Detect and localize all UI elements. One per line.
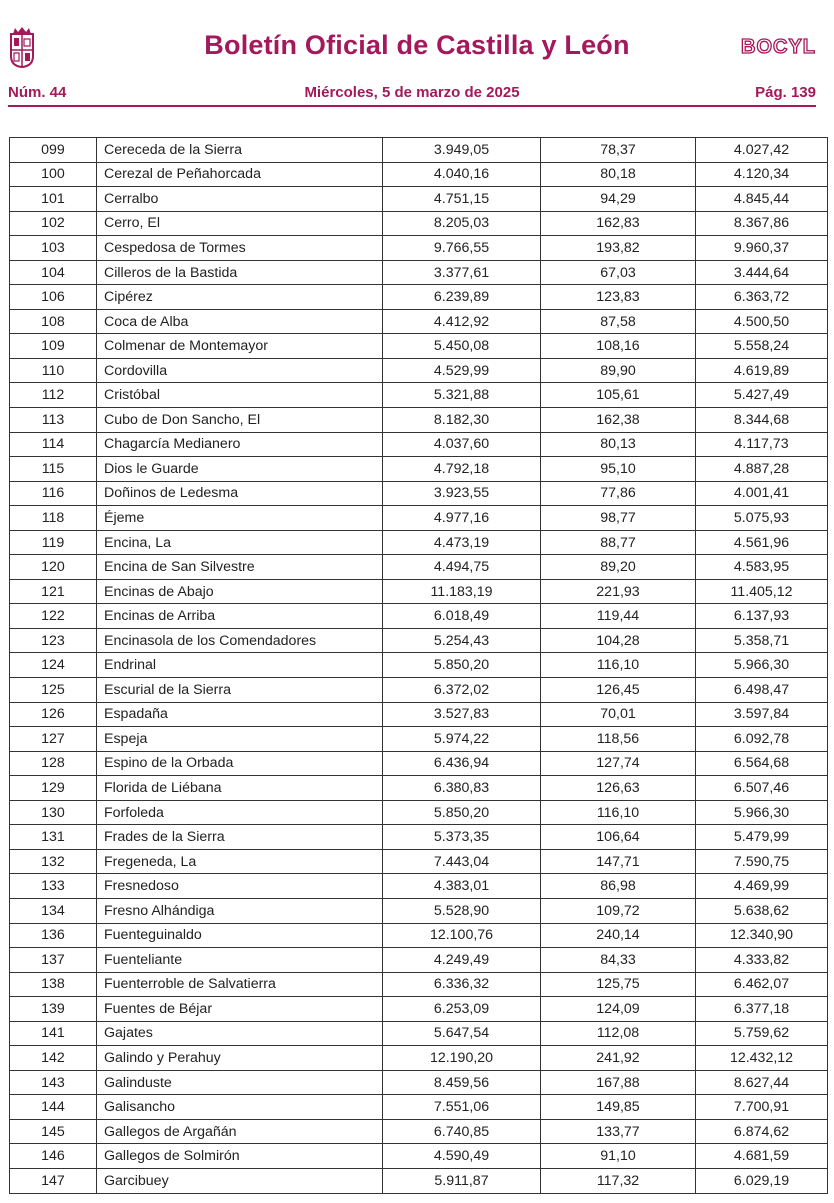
row-value-1: 7.443,04 bbox=[383, 849, 541, 874]
row-code: 143 bbox=[10, 1070, 97, 1095]
row-code: 128 bbox=[10, 751, 97, 776]
table-row bbox=[10, 874, 828, 899]
table-row bbox=[10, 309, 828, 334]
row-code: 129 bbox=[10, 776, 97, 801]
row-municipality: Chagarcía Medianero bbox=[97, 432, 383, 457]
row-total: 4.500,50 bbox=[696, 309, 828, 334]
row-municipality: Espeja bbox=[97, 727, 383, 752]
row-value-1: 6.436,94 bbox=[383, 751, 541, 776]
row-value-2: 86,98 bbox=[541, 874, 696, 899]
row-total: 4.887,28 bbox=[696, 457, 828, 482]
row-municipality: Coca de Alba bbox=[97, 309, 383, 334]
row-code: 131 bbox=[10, 825, 97, 850]
row-total: 8.344,68 bbox=[696, 408, 828, 433]
row-value-2: 162,38 bbox=[541, 408, 696, 433]
row-municipality: Cipérez bbox=[97, 285, 383, 310]
row-value-2: 88,77 bbox=[541, 530, 696, 555]
row-code: 113 bbox=[10, 408, 97, 433]
table-row bbox=[10, 138, 828, 163]
row-total: 6.874,62 bbox=[696, 1119, 828, 1144]
table-row bbox=[10, 481, 828, 506]
row-value-1: 4.590,49 bbox=[383, 1144, 541, 1169]
row-total: 6.564,68 bbox=[696, 751, 828, 776]
row-value-2: 78,37 bbox=[541, 138, 696, 163]
row-value-1: 5.450,08 bbox=[383, 334, 541, 359]
row-value-1: 5.373,35 bbox=[383, 825, 541, 850]
table-row bbox=[10, 898, 828, 923]
row-value-2: 221,93 bbox=[541, 579, 696, 604]
row-code: 112 bbox=[10, 383, 97, 408]
row-value-1: 3.377,61 bbox=[383, 260, 541, 285]
table-row bbox=[10, 236, 828, 261]
row-municipality: Espino de la Orbada bbox=[97, 751, 383, 776]
row-municipality: Doñinos de Ledesma bbox=[97, 481, 383, 506]
page-number: Pág. 139 bbox=[755, 84, 816, 101]
row-value-1: 4.473,19 bbox=[383, 530, 541, 555]
row-value-2: 87,58 bbox=[541, 309, 696, 334]
row-value-2: 108,16 bbox=[541, 334, 696, 359]
row-value-1: 4.494,75 bbox=[383, 555, 541, 580]
table-row bbox=[10, 972, 828, 997]
row-total: 8.627,44 bbox=[696, 1070, 828, 1095]
row-value-1: 4.383,01 bbox=[383, 874, 541, 899]
row-total: 5.966,30 bbox=[696, 800, 828, 825]
row-municipality: Encinas de Arriba bbox=[97, 604, 383, 629]
row-code: 119 bbox=[10, 530, 97, 555]
row-value-2: 118,56 bbox=[541, 727, 696, 752]
row-code: 138 bbox=[10, 972, 97, 997]
table-row bbox=[10, 604, 828, 629]
row-municipality: Encina de San Silvestre bbox=[97, 555, 383, 580]
row-municipality: Cilleros de la Bastida bbox=[97, 260, 383, 285]
table-row bbox=[10, 678, 828, 703]
table-row bbox=[10, 1070, 828, 1095]
header-meta bbox=[8, 84, 816, 104]
row-value-2: 240,14 bbox=[541, 923, 696, 948]
row-municipality: Colmenar de Montemayor bbox=[97, 334, 383, 359]
table-row bbox=[10, 702, 828, 727]
row-code: 126 bbox=[10, 702, 97, 727]
row-code: 145 bbox=[10, 1119, 97, 1144]
row-code: 134 bbox=[10, 898, 97, 923]
row-value-2: 126,63 bbox=[541, 776, 696, 801]
row-municipality: Fuenterroble de Salvatierra bbox=[97, 972, 383, 997]
row-code: 120 bbox=[10, 555, 97, 580]
row-value-2: 116,10 bbox=[541, 653, 696, 678]
row-value-1: 6.740,85 bbox=[383, 1119, 541, 1144]
table-row bbox=[10, 800, 828, 825]
row-value-1: 8.205,03 bbox=[383, 211, 541, 236]
row-code: 103 bbox=[10, 236, 97, 261]
row-value-1: 3.527,83 bbox=[383, 702, 541, 727]
table-row bbox=[10, 285, 828, 310]
row-value-1: 4.037,60 bbox=[383, 432, 541, 457]
table-row bbox=[10, 432, 828, 457]
table-row bbox=[10, 997, 828, 1022]
header-divider bbox=[8, 105, 816, 107]
row-municipality: Gajates bbox=[97, 1021, 383, 1046]
row-municipality: Galindo y Perahuy bbox=[97, 1046, 383, 1071]
row-municipality: Cerezal de Peñahorcada bbox=[97, 162, 383, 187]
row-code: 109 bbox=[10, 334, 97, 359]
row-value-1: 5.528,90 bbox=[383, 898, 541, 923]
row-value-1: 6.239,89 bbox=[383, 285, 541, 310]
row-value-2: 94,29 bbox=[541, 187, 696, 212]
row-value-2: 193,82 bbox=[541, 236, 696, 261]
row-total: 7.590,75 bbox=[696, 849, 828, 874]
row-value-2: 77,86 bbox=[541, 481, 696, 506]
row-municipality: Gallegos de Solmirón bbox=[97, 1144, 383, 1169]
table-row bbox=[10, 727, 828, 752]
row-municipality: Fregeneda, La bbox=[97, 849, 383, 874]
row-code: 104 bbox=[10, 260, 97, 285]
table-row bbox=[10, 1168, 828, 1193]
row-municipality: Dios le Guarde bbox=[97, 457, 383, 482]
row-total: 4.027,42 bbox=[696, 138, 828, 163]
row-value-2: 98,77 bbox=[541, 506, 696, 531]
row-value-1: 3.949,05 bbox=[383, 138, 541, 163]
row-value-2: 89,20 bbox=[541, 555, 696, 580]
row-code: 142 bbox=[10, 1046, 97, 1071]
issue-number: Núm. 44 bbox=[8, 84, 67, 101]
table-row bbox=[10, 334, 828, 359]
row-total: 4.681,59 bbox=[696, 1144, 828, 1169]
row-value-1: 12.100,76 bbox=[383, 923, 541, 948]
row-value-1: 5.911,87 bbox=[383, 1168, 541, 1193]
row-value-1: 5.647,54 bbox=[383, 1021, 541, 1046]
table-row bbox=[10, 383, 828, 408]
table-row bbox=[10, 408, 828, 433]
page-header bbox=[0, 0, 834, 112]
row-total: 5.558,24 bbox=[696, 334, 828, 359]
row-value-1: 4.529,99 bbox=[383, 358, 541, 383]
row-value-2: 70,01 bbox=[541, 702, 696, 727]
row-municipality: Cereceda de la Sierra bbox=[97, 138, 383, 163]
row-code: 136 bbox=[10, 923, 97, 948]
row-value-1: 6.380,83 bbox=[383, 776, 541, 801]
row-value-1: 5.850,20 bbox=[383, 800, 541, 825]
row-code: 118 bbox=[10, 506, 97, 531]
row-code: 102 bbox=[10, 211, 97, 236]
row-code: 114 bbox=[10, 432, 97, 457]
row-value-2: 95,10 bbox=[541, 457, 696, 482]
row-total: 4.469,99 bbox=[696, 874, 828, 899]
row-value-1: 5.850,20 bbox=[383, 653, 541, 678]
row-value-2: 112,08 bbox=[541, 1021, 696, 1046]
table-row bbox=[10, 923, 828, 948]
row-total: 7.700,91 bbox=[696, 1095, 828, 1120]
row-value-1: 4.249,49 bbox=[383, 948, 541, 973]
row-value-2: 80,13 bbox=[541, 432, 696, 457]
row-value-2: 116,10 bbox=[541, 800, 696, 825]
row-municipality: Espadaña bbox=[97, 702, 383, 727]
row-value-2: 119,44 bbox=[541, 604, 696, 629]
table-row bbox=[10, 1046, 828, 1071]
row-value-2: 126,45 bbox=[541, 678, 696, 703]
row-total: 8.367,86 bbox=[696, 211, 828, 236]
row-value-2: 133,77 bbox=[541, 1119, 696, 1144]
row-value-2: 162,83 bbox=[541, 211, 696, 236]
row-total: 6.498,47 bbox=[696, 678, 828, 703]
table-row bbox=[10, 1095, 828, 1120]
data-table bbox=[9, 137, 828, 1194]
row-total: 6.092,78 bbox=[696, 727, 828, 752]
row-municipality: Galinduste bbox=[97, 1070, 383, 1095]
table-row bbox=[10, 1144, 828, 1169]
row-value-2: 84,33 bbox=[541, 948, 696, 973]
row-total: 6.377,18 bbox=[696, 997, 828, 1022]
row-value-1: 6.018,49 bbox=[383, 604, 541, 629]
table-row bbox=[10, 776, 828, 801]
row-total: 4.561,96 bbox=[696, 530, 828, 555]
row-value-2: 106,64 bbox=[541, 825, 696, 850]
row-total: 4.333,82 bbox=[696, 948, 828, 973]
table-row bbox=[10, 849, 828, 874]
row-total: 9.960,37 bbox=[696, 236, 828, 261]
row-total: 5.479,99 bbox=[696, 825, 828, 850]
row-value-1: 11.183,19 bbox=[383, 579, 541, 604]
row-municipality: Encinasola de los Comendadores bbox=[97, 628, 383, 653]
row-total: 4.120,34 bbox=[696, 162, 828, 187]
row-municipality: Cerro, El bbox=[97, 211, 383, 236]
row-code: 125 bbox=[10, 678, 97, 703]
row-municipality: Fuenteliante bbox=[97, 948, 383, 973]
row-value-2: 91,10 bbox=[541, 1144, 696, 1169]
row-municipality: Galisancho bbox=[97, 1095, 383, 1120]
row-code: 106 bbox=[10, 285, 97, 310]
table-row bbox=[10, 506, 828, 531]
row-municipality: Endrinal bbox=[97, 653, 383, 678]
row-municipality: Frades de la Sierra bbox=[97, 825, 383, 850]
row-total: 4.117,73 bbox=[696, 432, 828, 457]
row-municipality: Cespedosa de Tormes bbox=[97, 236, 383, 261]
row-value-2: 67,03 bbox=[541, 260, 696, 285]
row-value-1: 4.751,15 bbox=[383, 187, 541, 212]
row-total: 4.583,95 bbox=[696, 555, 828, 580]
row-value-1: 6.336,32 bbox=[383, 972, 541, 997]
row-value-2: 241,92 bbox=[541, 1046, 696, 1071]
row-value-1: 6.372,02 bbox=[383, 678, 541, 703]
table-row bbox=[10, 1119, 828, 1144]
row-municipality: Fresno Alhándiga bbox=[97, 898, 383, 923]
table-row bbox=[10, 457, 828, 482]
row-total: 6.462,07 bbox=[696, 972, 828, 997]
row-total: 5.427,49 bbox=[696, 383, 828, 408]
row-value-1: 5.254,43 bbox=[383, 628, 541, 653]
row-municipality: Encinas de Abajo bbox=[97, 579, 383, 604]
table-row bbox=[10, 162, 828, 187]
row-municipality: Cordovilla bbox=[97, 358, 383, 383]
row-total: 5.966,30 bbox=[696, 653, 828, 678]
row-value-2: 127,74 bbox=[541, 751, 696, 776]
row-municipality: Cristóbal bbox=[97, 383, 383, 408]
row-total: 3.597,84 bbox=[696, 702, 828, 727]
row-value-1: 5.974,22 bbox=[383, 727, 541, 752]
row-value-2: 149,85 bbox=[541, 1095, 696, 1120]
row-value-1: 4.977,16 bbox=[383, 506, 541, 531]
row-code: 123 bbox=[10, 628, 97, 653]
row-value-2: 104,28 bbox=[541, 628, 696, 653]
row-municipality: Encina, La bbox=[97, 530, 383, 555]
row-total: 3.444,64 bbox=[696, 260, 828, 285]
row-total: 4.619,89 bbox=[696, 358, 828, 383]
row-total: 6.363,72 bbox=[696, 285, 828, 310]
row-value-1: 5.321,88 bbox=[383, 383, 541, 408]
table-row bbox=[10, 825, 828, 850]
table-row bbox=[10, 1021, 828, 1046]
row-municipality: Garcibuey bbox=[97, 1168, 383, 1193]
row-value-1: 4.040,16 bbox=[383, 162, 541, 187]
table-body bbox=[10, 138, 828, 1194]
row-total: 5.358,71 bbox=[696, 628, 828, 653]
table-row bbox=[10, 555, 828, 580]
table-row bbox=[10, 187, 828, 212]
table-row bbox=[10, 530, 828, 555]
row-value-2: 105,61 bbox=[541, 383, 696, 408]
row-code: 121 bbox=[10, 579, 97, 604]
table-row bbox=[10, 751, 828, 776]
issue-date: Miércoles, 5 de marzo de 2025 bbox=[304, 84, 520, 101]
row-value-2: 123,83 bbox=[541, 285, 696, 310]
table-row bbox=[10, 358, 828, 383]
row-municipality: Fuentes de Béjar bbox=[97, 997, 383, 1022]
row-value-2: 125,75 bbox=[541, 972, 696, 997]
row-municipality: Florida de Liébana bbox=[97, 776, 383, 801]
row-total: 6.029,19 bbox=[696, 1168, 828, 1193]
row-code: 133 bbox=[10, 874, 97, 899]
row-code: 099 bbox=[10, 138, 97, 163]
row-value-2: 80,18 bbox=[541, 162, 696, 187]
table-row bbox=[10, 948, 828, 973]
row-value-1: 4.412,92 bbox=[383, 309, 541, 334]
row-total: 11.405,12 bbox=[696, 579, 828, 604]
row-code: 146 bbox=[10, 1144, 97, 1169]
row-value-1: 8.182,30 bbox=[383, 408, 541, 433]
table-row bbox=[10, 579, 828, 604]
row-total: 4.001,41 bbox=[696, 481, 828, 506]
row-total: 5.075,93 bbox=[696, 506, 828, 531]
row-code: 122 bbox=[10, 604, 97, 629]
row-value-1: 12.190,20 bbox=[383, 1046, 541, 1071]
row-value-2: 124,09 bbox=[541, 997, 696, 1022]
row-municipality: Fuenteguinaldo bbox=[97, 923, 383, 948]
row-code: 124 bbox=[10, 653, 97, 678]
row-code: 130 bbox=[10, 800, 97, 825]
row-code: 116 bbox=[10, 481, 97, 506]
row-value-1: 9.766,55 bbox=[383, 236, 541, 261]
row-total: 6.137,93 bbox=[696, 604, 828, 629]
row-code: 110 bbox=[10, 358, 97, 383]
row-code: 127 bbox=[10, 727, 97, 752]
row-code: 141 bbox=[10, 1021, 97, 1046]
row-total: 12.340,90 bbox=[696, 923, 828, 948]
row-code: 115 bbox=[10, 457, 97, 482]
row-code: 100 bbox=[10, 162, 97, 187]
row-municipality: Gallegos de Argañán bbox=[97, 1119, 383, 1144]
row-municipality: Éjeme bbox=[97, 506, 383, 531]
row-value-2: 147,71 bbox=[541, 849, 696, 874]
row-value-1: 7.551,06 bbox=[383, 1095, 541, 1120]
row-value-2: 167,88 bbox=[541, 1070, 696, 1095]
row-total: 5.759,62 bbox=[696, 1021, 828, 1046]
table-row bbox=[10, 628, 828, 653]
row-code: 108 bbox=[10, 309, 97, 334]
table-row bbox=[10, 260, 828, 285]
row-code: 144 bbox=[10, 1095, 97, 1120]
row-code: 147 bbox=[10, 1168, 97, 1193]
row-value-2: 117,32 bbox=[541, 1168, 696, 1193]
row-total: 4.845,44 bbox=[696, 187, 828, 212]
row-value-1: 3.923,55 bbox=[383, 481, 541, 506]
row-code: 139 bbox=[10, 997, 97, 1022]
table-row bbox=[10, 211, 828, 236]
brand-logo: BOCYL bbox=[741, 36, 816, 58]
row-total: 6.507,46 bbox=[696, 776, 828, 801]
row-value-1: 6.253,09 bbox=[383, 997, 541, 1022]
row-total: 12.432,12 bbox=[696, 1046, 828, 1071]
row-code: 101 bbox=[10, 187, 97, 212]
page-title: Boletín Oficial de Castilla y León bbox=[204, 30, 630, 60]
row-value-1: 8.459,56 bbox=[383, 1070, 541, 1095]
row-value-2: 89,90 bbox=[541, 358, 696, 383]
row-code: 137 bbox=[10, 948, 97, 973]
row-code: 132 bbox=[10, 849, 97, 874]
row-municipality: Cerralbo bbox=[97, 187, 383, 212]
row-value-1: 4.792,18 bbox=[383, 457, 541, 482]
row-value-2: 109,72 bbox=[541, 898, 696, 923]
table-row bbox=[10, 653, 828, 678]
row-municipality: Escurial de la Sierra bbox=[97, 678, 383, 703]
row-municipality: Fresnedoso bbox=[97, 874, 383, 899]
row-total: 5.638,62 bbox=[696, 898, 828, 923]
row-municipality: Forfoleda bbox=[97, 800, 383, 825]
row-municipality: Cubo de Don Sancho, El bbox=[97, 408, 383, 433]
